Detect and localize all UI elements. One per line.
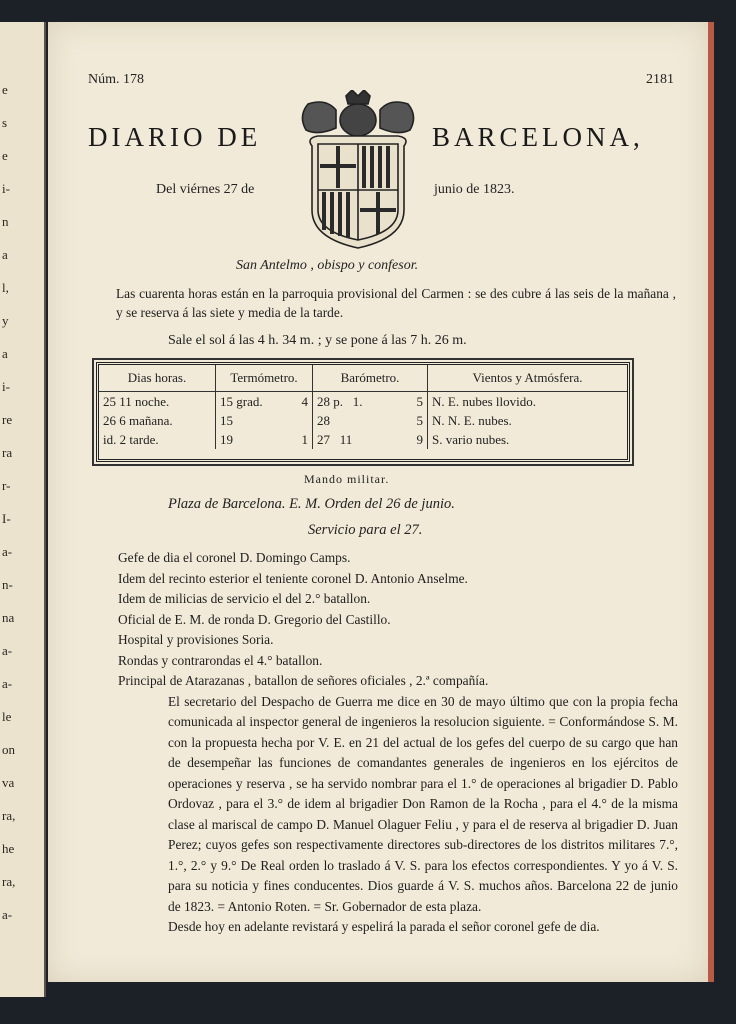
facing-page-fragment: i- — [2, 379, 10, 394]
sunrise-sunset: Sale el sol á las 4 h. 34 m. ; y se pone á las 7 h. 26 m. — [168, 333, 467, 348]
weather-thermometer: 15 grad. 4 — [216, 392, 313, 412]
facing-page-fragment: a — [2, 247, 8, 262]
church-notice: Las cuarenta horas están en la parroquia provisional del Carmen : se des cubre á las seis de la mañana , y se reserva á las siete y media de la tarde. — [116, 286, 676, 320]
facing-page-fragment: on — [2, 742, 15, 757]
weather-day-hour: 26 6 mañana. — [99, 411, 216, 430]
facing-page-fragment: l, — [2, 280, 9, 295]
date-right: junio de 1823. — [434, 182, 515, 197]
facing-page-fragment: le — [2, 709, 12, 724]
facing-page-fragment: n — [2, 214, 9, 229]
weather-row — [99, 430, 627, 449]
service-assignment: Rondas y contrarondas el 4.° batallon. — [118, 652, 323, 668]
date-left: Del viérnes 27 de — [156, 182, 255, 197]
weather-thermometer: 15 — [216, 411, 313, 430]
service-assignment: Hospital y provisiones Soria. — [118, 632, 274, 647]
weather-wind: N. E. nubes llovido. — [432, 393, 536, 409]
facing-page-fragment: a- — [2, 643, 13, 658]
masthead-title-left: DIARIO DE — [88, 122, 262, 152]
order-body — [118, 548, 678, 938]
weather-barometer: 27 11 9 — [313, 430, 428, 449]
order-paragraph: El secretario del Despacho de Guerra me dice en 30 de mayo último que con la propia fecha comunicada al inspector general de ingenieros la resolucion siguiente. = Conformándose S. M. con la propuesta hecha por V. E. en 21 del actual de los gefes del cuerpo de su cargo que han de desempeñar las funciones de comandantes generales de ingenieros en los ejércitos de operaciones y reserva , se ha servido nombrar para el 1.° de operaciones al brigadier D. Pablo Ordovaz , para el 3.° de idem al brigadier Don Ramon de la Rocha , para el 4.° de la misma clase al mariscal de campo D. Manuel Olaguer Feliu , y para el de reserva al brigadier D. Juan Perez; cuyos gefes son respectivamente directores sub-directores de los distritos militares 7.°, 1.°, 2.° y 9.° De Real orden lo traslado á V. S. para los efectos correspondientes. Y yo á V. S. para su noticia y fines conducentes. Dios guarde á V. S. muchos años. Barcelona 22 de junio de 1823. = Antonio Roten. = Sr. Gobernador de esta plaza. — [168, 693, 678, 914]
weather-day-hour: 25 11 noche. — [99, 392, 216, 412]
weather-row — [99, 392, 627, 412]
facing-page-fragment: a- — [2, 907, 13, 922]
facing-page-fragment: n- — [2, 577, 13, 592]
weather-wind: S. vario nubes. — [432, 431, 510, 447]
weather-row — [99, 411, 627, 430]
issue-number: Núm. 178 — [88, 72, 144, 87]
facing-page-fragment: a — [2, 346, 8, 361]
facing-page-fragment: I- — [2, 511, 11, 526]
facing-page-fragment: ra, — [2, 808, 16, 823]
masthead-title-right: BARCELONA, — [432, 122, 644, 152]
weather-wind: N. N. E. nubes. — [432, 412, 512, 428]
facing-page-fragment: r- — [2, 478, 11, 493]
facing-page-fragment: e — [2, 148, 8, 163]
facing-page-fragment: s — [2, 115, 8, 130]
weather-thermometer: 19 1 — [216, 430, 313, 449]
facing-page-fragment: re — [2, 412, 13, 427]
section-heading-military: Mando militar. — [304, 472, 390, 486]
facing-page-fragment: ra, — [2, 874, 16, 889]
page-number: 2181 — [646, 72, 674, 87]
col-header-thermometer: Termómetro. — [216, 365, 313, 392]
weather-barometer: 28 p. 1. 5 — [313, 392, 428, 412]
weather-barometer: 28 5 — [313, 411, 428, 430]
facing-page-fragment: na — [2, 610, 15, 625]
service-assignment: Idem del recinto esterior el teniente coronel D. Antonio Anselme. — [118, 570, 468, 586]
saint-of-day: San Antelmo , obispo y confesor. — [236, 258, 419, 273]
facing-page-edge — [0, 22, 46, 997]
weather-table — [96, 362, 630, 462]
facing-page-fragment: a- — [2, 676, 13, 691]
service-assignment: Gefe de dia el coronel D. Domingo Camps. — [118, 550, 351, 565]
facing-page-fragment: e — [2, 82, 8, 97]
newspaper-page — [48, 22, 714, 982]
service-assignment: Principal de Atarazanas , batallon de señores oficiales , 2.ª compañía. — [118, 673, 489, 688]
facing-page-fragment: va — [2, 775, 15, 790]
facing-page-fragment: he — [2, 841, 15, 856]
facing-page-fragment: i- — [2, 181, 10, 196]
service-heading: Servicio para el 27. — [308, 522, 423, 538]
service-assignment: Idem de milicias de servicio el del 2.° batallon. — [118, 591, 371, 606]
facing-page-fragment: a- — [2, 544, 13, 559]
weather-day-hour: id. 2 tarde. — [99, 430, 216, 449]
facing-page-fragment: y — [2, 313, 9, 328]
facing-page-fragment: ra — [2, 445, 13, 460]
closing-paragraph: Desde hoy en adelante revistará y espelirá la parada el señor coronel gefe de dia. — [168, 919, 600, 934]
order-heading: Plaza de Barcelona. E. M. Orden del 26 de junio. — [168, 496, 455, 512]
col-header-barometer: Barómetro. — [313, 365, 428, 392]
barcelona-coat-of-arms-icon — [296, 90, 420, 252]
service-assignment: Oficial de E. M. de ronda D. Gregorio del Castillo. — [118, 611, 391, 627]
col-header-winds: Vientos y Atmósfera. — [428, 365, 628, 392]
col-header-days: Dias horas. — [99, 365, 216, 392]
